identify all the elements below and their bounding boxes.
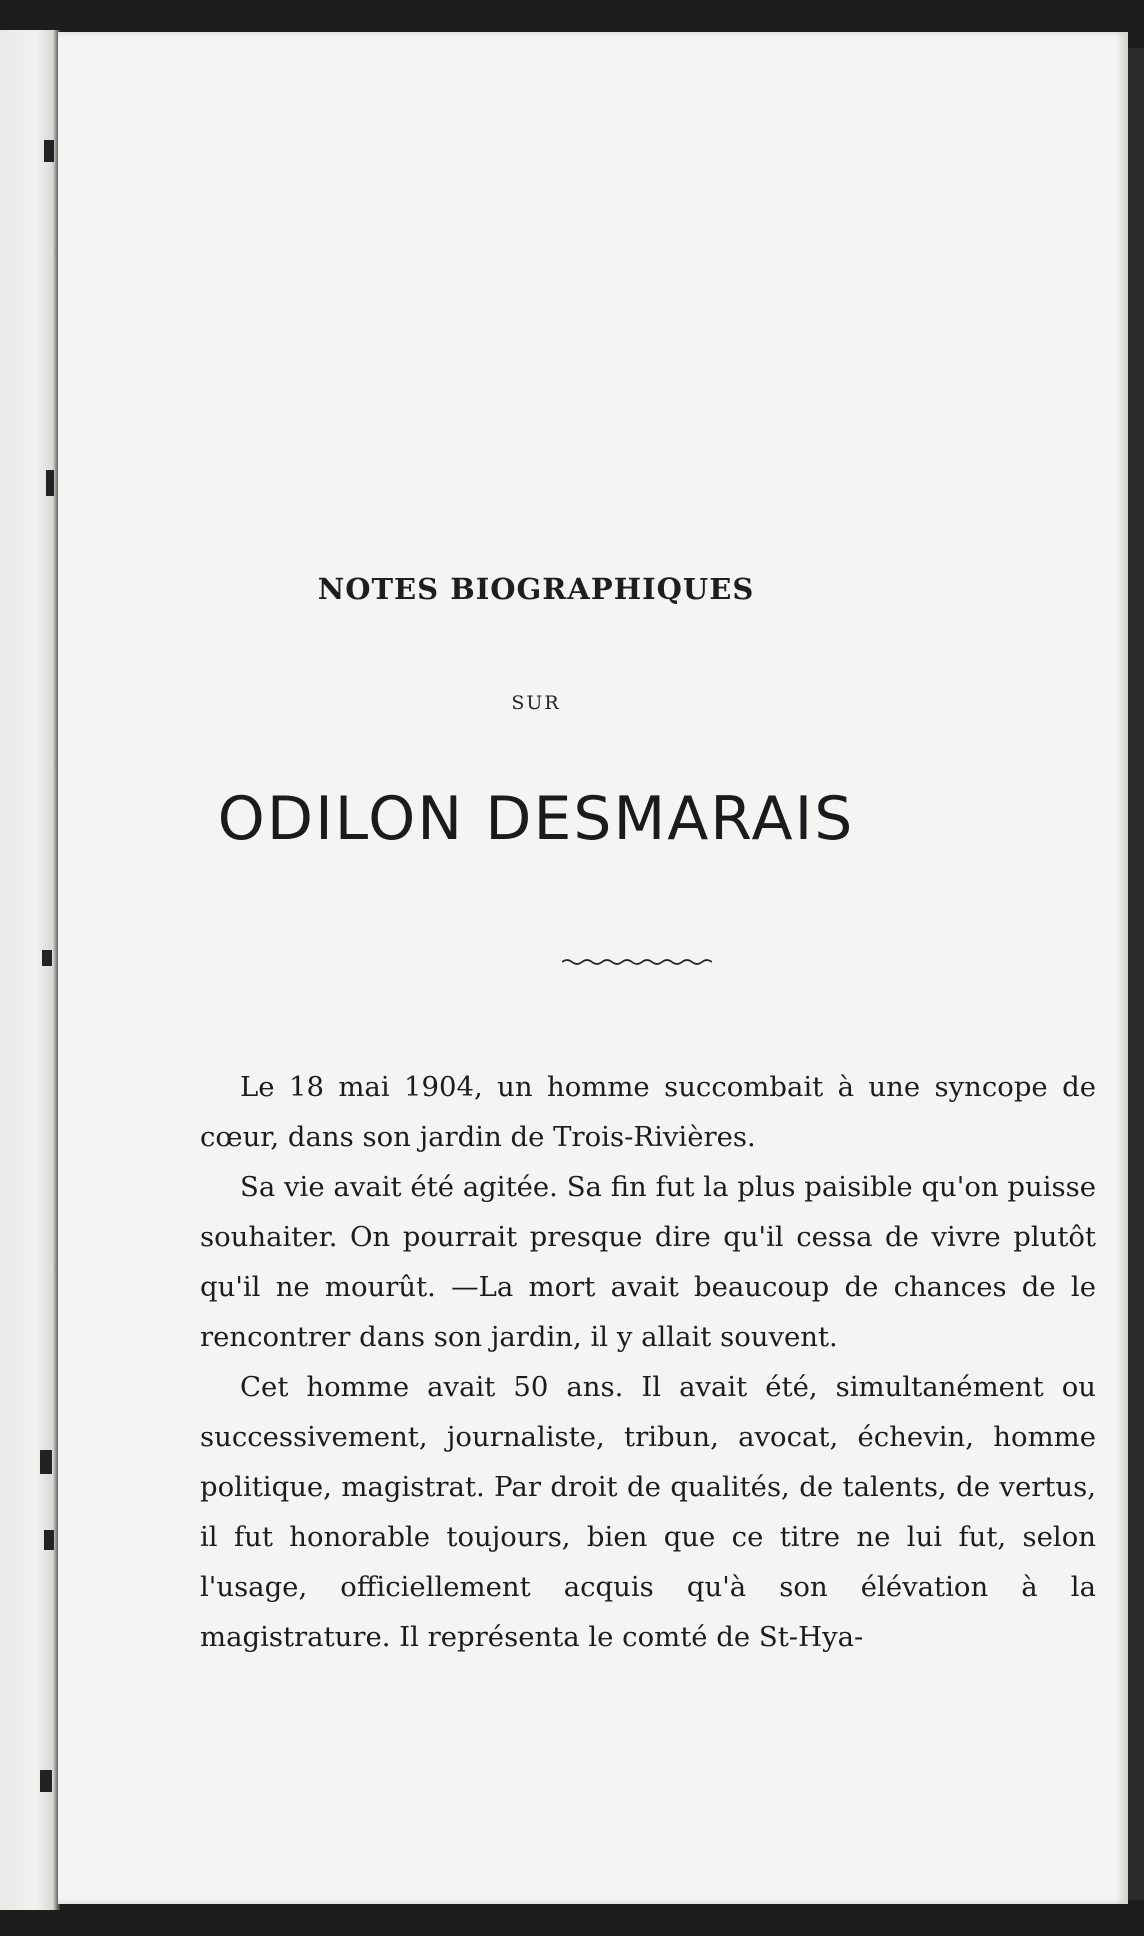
document-heading: NOTES BIOGRAPHIQUES <box>317 572 755 606</box>
document-body <box>200 1062 1096 1662</box>
document-subject-name: ODILON DESMARAIS <box>217 784 855 854</box>
document-subheading: SUR <box>511 692 561 714</box>
page-binding-edge <box>0 30 60 1910</box>
paragraph: Cet homme avait 50 ans. Il avait été, simultanément ou successivement, journaliste, tribun, avocat, échevin, homme politique, magistrat. Par droit de qualités, de talents, de vertus, il fut honorable toujours, bien que ce titre ne lui fut, selon l'usage, officiellement acquis qu'à son élévation à la magistrature. Il représenta le comté de St-Hya- <box>200 1371 1096 1653</box>
paragraph: Le 18 mai 1904, un homme succombait à une syncope de cœur, dans son jardin de Trois-Rivières. <box>200 1071 1096 1153</box>
scan-background-bottom <box>0 1900 1144 1936</box>
ornamental-wavy-rule <box>562 958 712 972</box>
paragraph: Sa vie avait été agitée. Sa fin fut la plus paisible qu'on puisse souhaiter. On pourrait presque dire qu'il cessa de vivre plutôt qu'il ne mourût. —La mort avait beaucoup de chances de le rencontrer dans son jardin, il y allait souvent. <box>200 1171 1096 1353</box>
book-page <box>58 32 1128 1904</box>
